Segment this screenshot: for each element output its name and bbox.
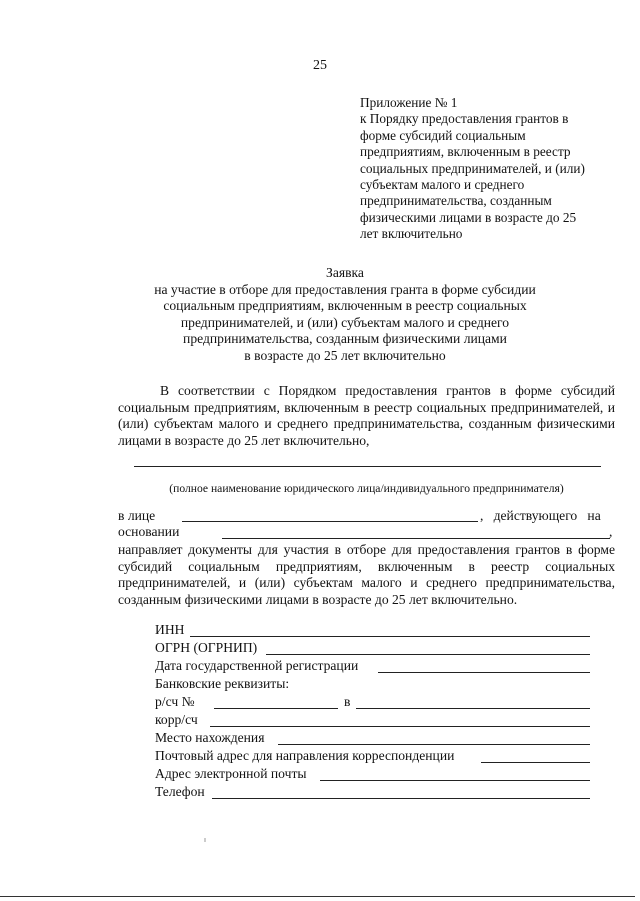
inn-input-line[interactable] bbox=[190, 636, 590, 637]
phone-label: Телефон bbox=[155, 784, 205, 799]
account-label: р/сч № bbox=[155, 694, 195, 709]
postal-address-input-line[interactable] bbox=[481, 762, 590, 763]
appendix-line: социальных предпринимателей, и (или) bbox=[360, 160, 585, 176]
sends-paragraph: направляет документы для участия в отборе для предоставления грантов в форме субсидий социальным предприятиям, включенным в реестр социальных предпринимателей, и (или) субъектам малого и среднего предпринимательства, созданным физическими лицами в возрасте до 25 лет включительно. bbox=[118, 542, 615, 607]
page-bottom-rule bbox=[0, 896, 635, 897]
postal-address-label: Почтовый адрес для направления корреспонденции bbox=[155, 748, 455, 763]
bank-details-label: Банковские реквизиты: bbox=[155, 676, 290, 691]
appendix-line: к Порядку предоставления грантов в bbox=[360, 111, 569, 127]
in-person-line[interactable] bbox=[182, 521, 478, 522]
account-bank-input-line[interactable] bbox=[356, 708, 590, 709]
full-name-caption: (полное наименование юридического лица/индивидуального предпринимателя) bbox=[169, 482, 564, 495]
account-bank-label: в bbox=[344, 694, 351, 709]
corr-account-label: корр/сч bbox=[155, 712, 198, 727]
location-input-line[interactable] bbox=[278, 744, 590, 745]
scan-speck bbox=[204, 838, 206, 842]
location-label: Место нахождения bbox=[155, 730, 265, 745]
title-line: на участие в отборе для предоставления гранта в форме субсидии bbox=[154, 281, 536, 297]
title-heading: Заявка bbox=[326, 265, 364, 280]
appendix-line: физическими лицами в возрасте до 25 bbox=[360, 209, 577, 225]
title-line: предпринимателей, и (или) субъектам малого и среднего bbox=[180, 314, 510, 330]
reg-date-label: Дата государственной регистрации bbox=[155, 658, 359, 673]
corr-account-input-line[interactable] bbox=[210, 726, 590, 727]
title-line: социальным предприятиям, включенным в реестр социальных bbox=[163, 298, 527, 313]
ogrn-label: ОГРН (ОГРНИП) bbox=[155, 640, 258, 655]
appendix-line: лет включительно bbox=[360, 226, 463, 242]
email-input-line[interactable] bbox=[320, 780, 590, 781]
email-label: Адрес электронной почты bbox=[155, 766, 307, 781]
basis-comma: , bbox=[609, 524, 613, 539]
account-input-line[interactable] bbox=[214, 708, 338, 709]
intro-text: В соответствии с Порядком предоставления грантов в форме субсидий социальным предприятиям, включенным в реестр социальных предпринимателей, и (или) субъектам малого и среднего предпринимательства, созданным физическими лицами в возрасте до 25 лет включительно, bbox=[118, 383, 615, 448]
title-line: предпринимательства, созданным физическими лицами bbox=[183, 331, 507, 346]
page-number: 25 bbox=[313, 58, 327, 73]
full-name-line[interactable] bbox=[134, 466, 601, 467]
appendix-header bbox=[360, 95, 610, 243]
basis-label: основании bbox=[118, 524, 180, 539]
acting-on-label: , действующего на bbox=[480, 508, 601, 523]
appendix-line: субъектам малого и среднего bbox=[360, 177, 525, 193]
appendix-line: форме субсидий социальным bbox=[360, 127, 526, 143]
phone-input-line[interactable] bbox=[212, 798, 590, 799]
in-person-label: в лице bbox=[118, 508, 156, 523]
intro-paragraph bbox=[118, 383, 615, 449]
ogrn-input-line[interactable] bbox=[266, 654, 590, 655]
inn-label: ИНН bbox=[155, 622, 185, 637]
appendix-line: Приложение № 1 bbox=[360, 95, 458, 110]
title-line: в возрасте до 25 лет включительно bbox=[244, 347, 446, 363]
application-title bbox=[110, 265, 580, 364]
basis-line[interactable] bbox=[222, 538, 610, 539]
appendix-line: предпринимательства, созданным bbox=[360, 193, 552, 209]
appendix-line: предприятиям, включенным в реестр bbox=[360, 144, 571, 160]
reg-date-input-line[interactable] bbox=[378, 672, 590, 673]
